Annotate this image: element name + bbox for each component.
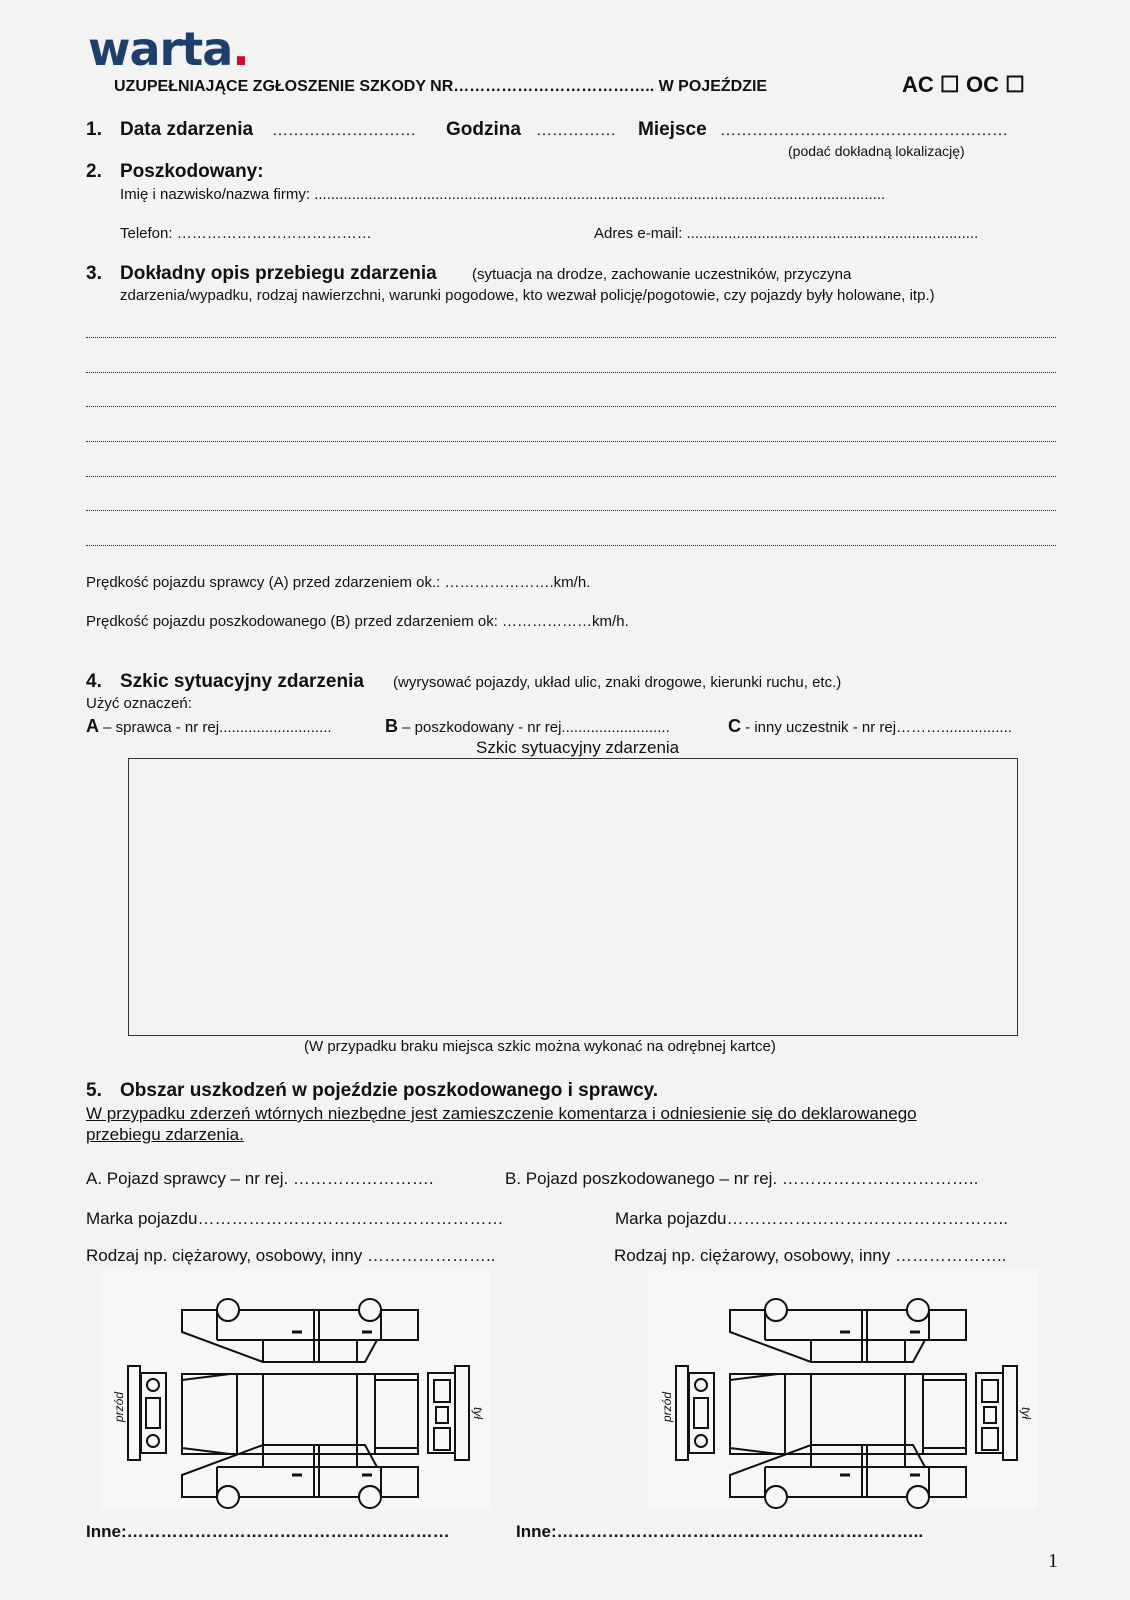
oc-checkbox[interactable]: OC ☐ [966, 72, 1025, 97]
sketch-heading: Szkic sytuacyjny zdarzenia [120, 671, 364, 692]
sketch-note: (W przypadku braku miejsca szkic można wykonać na odrębnej kartce) [304, 1038, 776, 1055]
vehicle-b-type-field[interactable]: Rodzaj np. ciężarowy, osobowy, inny ……………….. [614, 1246, 1007, 1265]
place-hint: (podać dokładną lokalizację) [788, 143, 965, 159]
speed-b-field[interactable]: Prędkość pojazdu poszkodowanego (B) przed zdarzeniem ok: ………………km/h. [86, 613, 629, 630]
phone-field[interactable]: Telefon: ………………………………… [120, 225, 372, 242]
date-label: Data zdarzenia [120, 119, 254, 140]
description-hint: zdarzenia/wypadku, rodzaj nawierzchni, warunki pogodowe, kto wezwał policję/pogotowie, czy pojazdy były holowane, itp.) [120, 287, 935, 304]
description-heading: Dokładny opis przebiegu zdarzenia [120, 263, 437, 284]
description-line[interactable] [86, 406, 1056, 407]
vehicle-a-make-field[interactable]: Marka pojazdu……………………………………………… [86, 1209, 504, 1228]
vehicle-a-reg-field[interactable]: A. Pojazd sprawcy – nr rej. ……………………. [86, 1169, 434, 1188]
warta-logo: warta. [88, 22, 249, 76]
section-number: 5. [86, 1080, 102, 1101]
place-field[interactable]: ……………………………………………… [720, 122, 1008, 139]
vehicle-a-damage-diagram[interactable] [100, 1270, 490, 1510]
description-line[interactable] [86, 337, 1056, 338]
markings-label: Użyć oznaczeń: [86, 695, 192, 712]
description-hint: (sytuacja na drodze, zachowanie uczestników, przyczyna [472, 266, 852, 283]
email-field[interactable]: Adres e-mail: ...................................................................... [594, 225, 979, 242]
marker-b: B [385, 716, 398, 736]
date-field[interactable]: ……………………… [272, 122, 416, 139]
sketch-area[interactable] [128, 758, 1018, 1036]
description-line[interactable] [86, 372, 1056, 373]
damage-note: przebiegu zdarzenia. [86, 1125, 244, 1144]
time-field[interactable]: …………… [536, 122, 616, 139]
rear-label: tył [471, 1407, 485, 1419]
vehicle-b-damage-diagram[interactable] [648, 1270, 1038, 1510]
vehicle-a-type-field[interactable]: Rodzaj np. ciężarowy, osobowy, inny ………………….. [86, 1246, 496, 1265]
marker-c-field[interactable]: - inny uczestnik - nr rej………................. [745, 719, 1012, 736]
ac-checkbox[interactable]: AC ☐ [902, 72, 960, 97]
car-outline-icon [100, 1270, 490, 1510]
form-title: UZUPEŁNIAJĄCE ZGŁOSZENIE SZKODY NR……………………………….. W POJEŹDZIE [114, 78, 768, 95]
section-number: 3. [86, 263, 102, 284]
marker-b-field[interactable]: – poszkodowany - nr rej.......................... [402, 719, 670, 736]
marker-a: A [86, 716, 99, 736]
description-line[interactable] [86, 476, 1056, 477]
damage-note: W przypadku zderzeń wtórnych niezbędne jest zamieszczenie komentarza i odniesienie się do deklarowanego [86, 1104, 917, 1123]
rear-label: tył [1019, 1407, 1033, 1419]
other-b-field[interactable]: Inne:……………………………………………………….. [516, 1522, 924, 1541]
time-label: Godzina [446, 119, 521, 140]
front-label: przód [112, 1391, 127, 1423]
place-label: Miejsce [638, 119, 707, 140]
section-number: 2. [86, 161, 102, 182]
injured-heading: Poszkodowany: [120, 161, 264, 182]
vehicle-b-make-field[interactable]: Marka pojazdu………………………………………….. [615, 1209, 1008, 1228]
other-a-field[interactable]: Inne:………………………………………………… [86, 1522, 450, 1541]
speed-a-field[interactable]: Prędkość pojazdu sprawcy (A) przed zdarzeniem ok.: ………………….km/h. [86, 574, 591, 591]
section-number: 1. [86, 119, 102, 140]
car-outline-icon [648, 1270, 1038, 1510]
marker-a-field[interactable]: – sprawca - nr rej........................... [103, 719, 332, 736]
marker-c: C [728, 716, 741, 736]
front-label: przód [660, 1391, 675, 1423]
description-line[interactable] [86, 510, 1056, 511]
damage-heading: Obszar uszkodzeń w pojeździe poszkodowanego i sprawcy. [120, 1080, 659, 1101]
description-line[interactable] [86, 545, 1056, 546]
vehicle-b-reg-field[interactable]: B. Pojazd poszkodowanego – nr rej. …………………………….. [505, 1169, 979, 1188]
page-number: 1 [1048, 1550, 1058, 1572]
description-line[interactable] [86, 441, 1056, 442]
sketch-title: Szkic sytuacyjny zdarzenia [476, 738, 680, 757]
name-field[interactable]: Imię i nazwisko/nazwa firmy: ......................................................................................................................................... [120, 186, 886, 203]
section-number: 4. [86, 671, 102, 692]
sketch-hint: (wyrysować pojazdy, układ ulic, znaki drogowe, kierunki ruchu, etc.) [393, 674, 842, 691]
